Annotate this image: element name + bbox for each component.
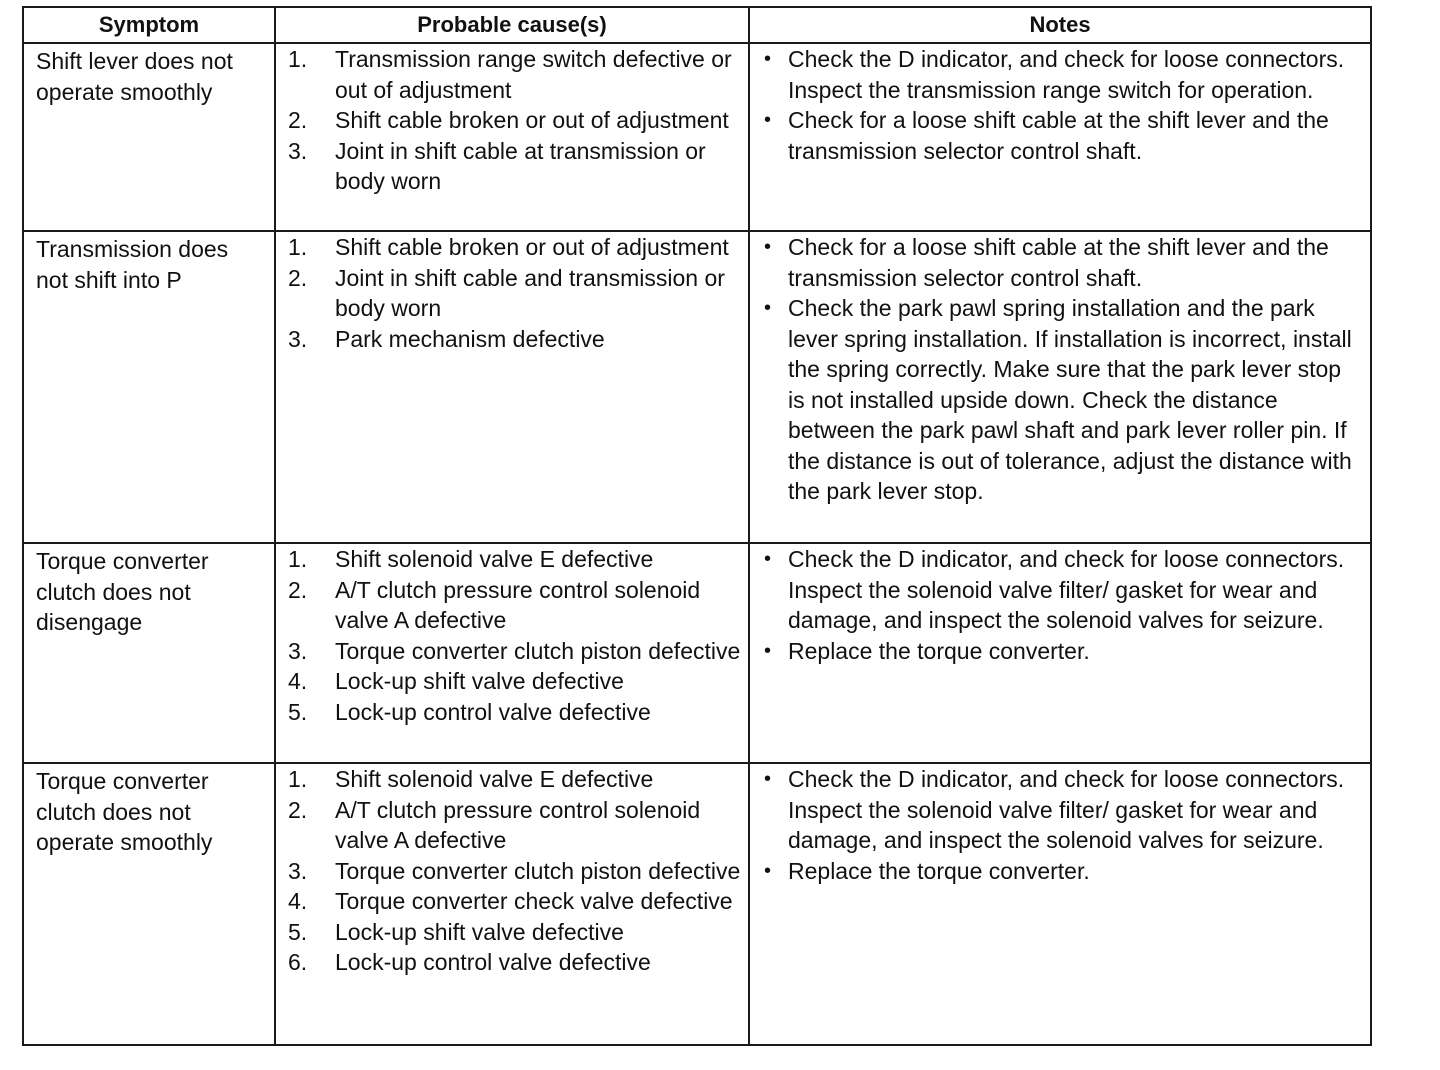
note-text: Check for a loose shift cable at the shift lever and the transmission selector control shaft. <box>788 234 1329 291</box>
cause-list <box>288 232 742 354</box>
cause-number: 3. <box>288 857 308 884</box>
cause-item <box>288 263 742 324</box>
cause-list <box>288 544 742 727</box>
cause-text: A/T clutch pressure control solenoid valve A defective <box>335 796 701 853</box>
cause-text: Lock-up shift valve defective <box>335 668 624 694</box>
note-text: Check for a loose shift cable at the shift lever and the transmission selector control shaft. <box>788 107 1329 164</box>
bullet-icon: • <box>764 859 772 882</box>
note-item <box>764 105 1362 166</box>
cause-number: 4. <box>288 668 308 694</box>
cause-text: Torque converter clutch piston defective <box>335 637 741 664</box>
symptom-cell: Shift lever does not operate smoothly <box>23 43 275 231</box>
note-item <box>764 44 1362 105</box>
cause-item <box>288 44 742 105</box>
cause-list <box>288 44 742 197</box>
cause-number: 2. <box>288 796 308 823</box>
note-text: Replace the torque converter. <box>788 857 1090 884</box>
cause-text: Torque converter check valve defective <box>335 888 733 914</box>
cause-item <box>288 136 742 197</box>
note-item <box>764 293 1362 507</box>
cause-text: Joint in shift cable and transmission or body worn <box>335 264 725 321</box>
symptom-cell: Transmission does not shift into P <box>23 231 275 543</box>
cause-text: Lock-up control valve defective <box>335 949 651 975</box>
note-item <box>764 856 1362 887</box>
table-row <box>23 543 1371 763</box>
cause-number: 5. <box>288 918 308 945</box>
cause-list <box>288 764 742 978</box>
table-row <box>23 763 1371 1045</box>
cause-item <box>288 105 742 136</box>
notes-cell <box>749 231 1371 543</box>
note-list <box>764 764 1362 886</box>
note-text: Replace the torque converter. <box>788 637 1090 664</box>
note-list <box>764 44 1362 166</box>
cause-item <box>288 795 742 856</box>
header-row <box>23 7 1371 43</box>
bullet-icon: • <box>764 109 772 131</box>
cause-item <box>288 856 742 887</box>
cause-text: Shift solenoid valve E defective <box>335 546 654 572</box>
note-text: Check the D indicator, and check for loose connectors. Inspect the solenoid valve filter/ gasket for wear and damage, and inspect the solenoid valves for seizure. <box>788 546 1345 633</box>
cause-item <box>288 232 742 263</box>
note-item <box>764 764 1362 856</box>
cause-item <box>288 886 742 917</box>
cause-number: 2. <box>288 576 308 603</box>
cause-item <box>288 697 742 728</box>
note-text: Check the D indicator, and check for loose connectors. Inspect the solenoid valve filter/ gasket for wear and damage, and inspect the solenoid valves for seizure. <box>788 766 1345 853</box>
cause-text: Lock-up control valve defective <box>335 698 651 725</box>
cause-item <box>288 636 742 667</box>
table-row <box>23 43 1371 231</box>
cause-text: Joint in shift cable at transmission or body worn <box>335 137 706 194</box>
bullet-icon: • <box>764 639 772 662</box>
cause-item <box>288 764 742 795</box>
cause-number: 1. <box>288 234 308 260</box>
cause-item <box>288 947 742 978</box>
notes-cell <box>749 543 1371 763</box>
cause-number: 1. <box>288 766 308 792</box>
cause-number: 2. <box>288 264 308 291</box>
cause-text: Shift cable broken or out of adjustment <box>335 107 729 133</box>
note-item <box>764 232 1362 293</box>
cause-number: 3. <box>288 325 308 352</box>
bullet-icon: • <box>764 236 772 258</box>
troubleshooting-page <box>22 6 1370 1046</box>
note-list <box>764 544 1362 666</box>
cause-number: 5. <box>288 698 308 725</box>
symptom-cell: Torque converter clutch does not disengage <box>23 543 275 763</box>
table-body <box>23 43 1371 1045</box>
cause-text: Shift solenoid valve E defective <box>335 766 654 792</box>
note-list <box>764 232 1362 507</box>
cause-number: 4. <box>288 888 308 914</box>
cause-item <box>288 575 742 636</box>
cause-text: Park mechanism defective <box>335 325 605 352</box>
note-text: Check the park pawl spring installation and the park lever spring installation. If installation is incorrect, install the spring correctly. Make sure that the park lever stop is not installed upside down. Check the distance between the park pawl shaft and park lever roller pin. If the distance is out of tolerance, adjust the distance with the park lever stop. <box>788 295 1352 504</box>
cause-text: Shift cable broken or out of adjustment <box>335 234 729 260</box>
bullet-icon: • <box>764 297 772 319</box>
note-item <box>764 544 1362 636</box>
bullet-icon: • <box>764 48 772 70</box>
cause-item <box>288 544 742 575</box>
header-symptom: Symptom <box>23 7 275 43</box>
header-notes: Notes <box>749 7 1371 43</box>
cause-number: 3. <box>288 637 308 664</box>
cause-number: 2. <box>288 107 308 133</box>
cause-text: A/T clutch pressure control solenoid valve A defective <box>335 576 701 633</box>
header-probable-cause: Probable cause(s) <box>275 7 749 43</box>
cause-number: 3. <box>288 137 308 164</box>
probable-cause-cell <box>275 543 749 763</box>
cause-number: 6. <box>288 949 308 975</box>
bullet-icon: • <box>764 548 772 570</box>
note-item <box>764 636 1362 667</box>
table-row <box>23 231 1371 543</box>
cause-item <box>288 917 742 948</box>
cause-text: Lock-up shift valve defective <box>335 918 624 945</box>
symptom-cell: Torque converter clutch does not operate smoothly <box>23 763 275 1045</box>
cause-text: Torque converter clutch piston defective <box>335 857 741 884</box>
bullet-icon: • <box>764 768 772 790</box>
note-text: Check the D indicator, and check for loose connectors. Inspect the transmission range switch for operation. <box>788 46 1345 103</box>
probable-cause-cell <box>275 231 749 543</box>
cause-item <box>288 324 742 355</box>
troubleshooting-table <box>22 6 1372 1046</box>
cause-number: 1. <box>288 46 308 72</box>
cause-text: Transmission range switch defective or out of adjustment <box>335 46 732 103</box>
notes-cell <box>749 763 1371 1045</box>
notes-cell <box>749 43 1371 231</box>
probable-cause-cell <box>275 763 749 1045</box>
cause-item <box>288 666 742 697</box>
probable-cause-cell <box>275 43 749 231</box>
cause-number: 1. <box>288 546 308 572</box>
